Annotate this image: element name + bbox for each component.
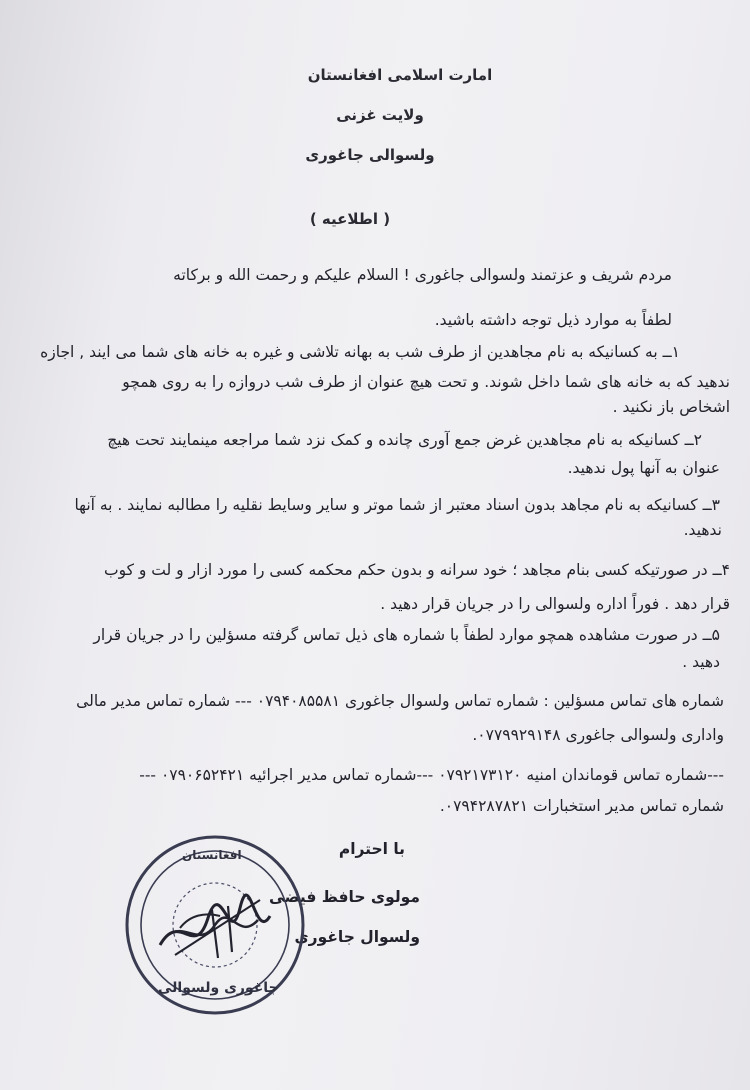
seal-bottom-text: جاغوری ولسوالی [158,980,279,996]
item-2-line-2: عنوان به آنها پول ندهید. [567,459,720,477]
item-1-line-2: ندهید که به خانه های شما داخل شوند. و تحت هیچ عنوان از طرف شب دروازه را به روی همچو [122,373,730,391]
item-1-line-3: اشخاص باز نکنید . [612,398,730,416]
item-2-line-1: ۲ــ کسانیکه به نام مجاهدین غرض جمع آوری چانده و کمک نزد شما مراجعه مینمایند تحت هیچ [107,431,702,449]
header-emirate: امارت اسلامی افغانستان [307,66,493,84]
header-province: ولایت غزنی [336,106,424,124]
contacts-line-1: شماره های تماس مسؤلین : شماره تماس ولسوال جاغوری ۰۷۹۴۰۸۵۵۸۱ --- شماره تماس مدیر مالی [76,692,724,710]
item-1-line-1: ۱ــ به کسانیکه به نام مجاهدین از طرف شب به بهانه تلاشی و غیره به خانه های شما می ایند , اجازه [40,343,680,361]
contacts-line-3: ---شماره تماس قوماندان امنیه ۰۷۹۲۱۷۳۱۲۰ ---شماره تماس مدیر اجرائیه ۰۷۹۰۶۵۲۴۲۱ --- [139,766,724,784]
salutation: مردم شریف و عزتمند ولسوالی جاغوری ! السلام علیکم و رحمت الله و برکاته [173,266,672,284]
seal-top-text: افغانستان [182,848,242,862]
official-seal [120,830,310,1020]
item-5-line-2: دهید . [682,653,720,671]
signer-title: ولسوال جاغوری [294,928,420,946]
notice-title: ( اطلاعیه ) [309,210,391,228]
intro-line: لطفاً به موارد ذیل توجه داشته باشید. [434,311,672,329]
item-3-line-2: ندهید. [683,521,722,539]
item-4-line-2: قرار دهد . فوراً اداره ولسوالی را در جریان قرار دهید . [380,595,730,613]
regards: با احترام [338,840,405,858]
header-district: ولسوالی جاغوری [305,146,435,164]
item-5-line-1: ۵ــ در صورت مشاهده همچو موارد لطفاً با شماره های ذیل تماس گرفته مسؤلین را در جریان قرار [93,626,720,644]
signer-name: مولوی حافظ فیضی [268,888,420,906]
item-3-line-1: ۳ــ کسانیکه به نام مجاهد بدون اسناد معتبر از شما موتر و سایر وسایط نقلیه را مطالبه نمایند . به آنها [74,496,720,514]
item-4-line-1: ۴ــ در صورتیکه کسی بنام مجاهد ؛ خود سرانه و بدون حکم محکمه کسی را مورد ازار و لت و کوب [103,561,730,579]
contacts-line-2: واداری ولسوالی جاغوری ۰۷۷۹۹۲۹۱۴۸. [472,726,724,744]
contacts-line-4: شماره تماس مدیر استخبارات ۰۷۹۴۲۸۷۸۲۱. [439,797,724,815]
